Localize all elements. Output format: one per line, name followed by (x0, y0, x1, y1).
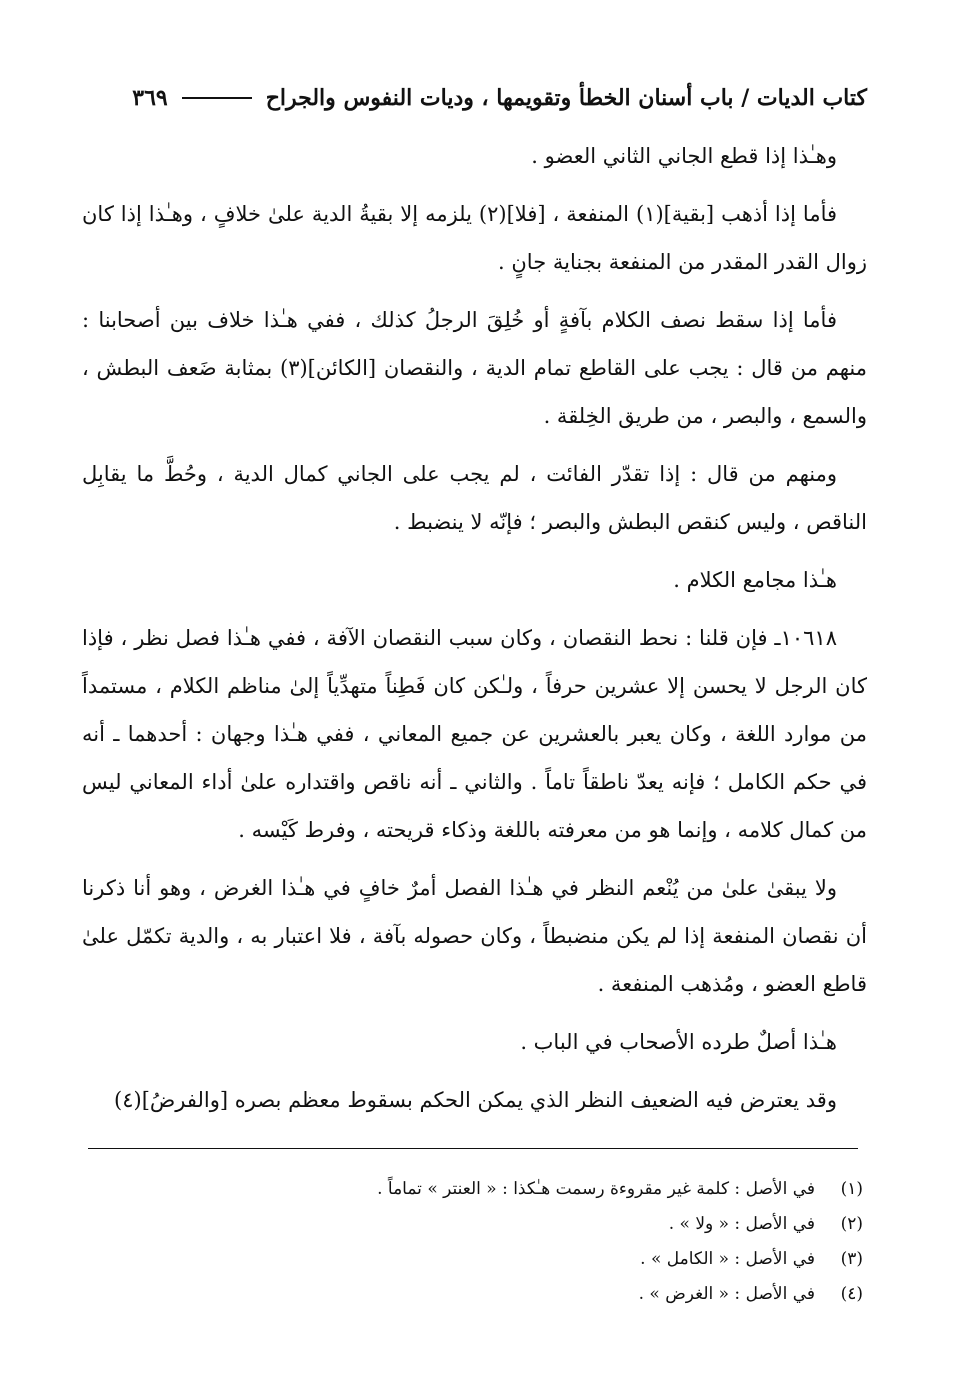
footnote-text: في الأصل : « الغرض » . (638, 1284, 815, 1304)
footnote (150, 1277, 863, 1312)
paragraph: وقد يعترض فيه الضعيف النظر الذي يمكن الحكم بسقوط معظم بصره [والفرضُ](٤) (114, 1088, 837, 1112)
header-rule (182, 97, 252, 99)
paragraph: هـٰذا أصلٌ طرده الأصحاب في الباب . (520, 1030, 837, 1054)
main-text (82, 132, 867, 1124)
footnote (150, 1242, 863, 1277)
page-number: ٣٦٩ (132, 85, 168, 111)
footnote-number: (٤) (840, 1284, 863, 1304)
footnote-text: في الأصل : « الكامل » . (640, 1249, 815, 1269)
paragraph: وهـٰذا إذا قطع الجاني الثاني العضو . (531, 144, 837, 168)
footnote-text: في الأصل : « ولا » . (668, 1214, 815, 1234)
paragraph: هـٰذا مجامع الكلام . (673, 568, 837, 592)
paragraph: ولا يبقىٰ علىٰ من يُنْعم النظر في هـٰذا الفصل أمرٌ خافٍ في هـٰذا الغرض ، وهو أنا ذكرنا أن نقصان المنفعة إذا لم يكن منضبطاً ، وكان حصوله بآفة ، فلا اعتبار به ، والدية تكمّل علىٰ قاطع العضو ، ومُذهب المنفعة . (82, 876, 867, 996)
running-header (85, 78, 867, 118)
paragraph: فأما إذا سقط نصف الكلام بآفةٍ أو خُلِقَ الرجلُ كذلك ، ففي هـٰذا خلاف بين أصحابنا : منهم من قال : يجب على القاطع تمام الدية ، والنقصان [الكائن](٣) بمثابة ضَعف البطش ، والسمع ، والبصر ، من طريق الخِلقة . (82, 308, 867, 428)
footnote (150, 1172, 863, 1207)
paragraph: ١٠٦١٨ـ فإن قلنا : نحط النقصان ، وكان سبب النقصان الآفة ، ففي هـٰذا فصل نظر ، فإذا كان الرجل لا يحسن إلا عشرين حرفاً ، ولـٰكن كان فَطِناً متهدِّياً إلىٰ مناظم الكلام ، مستمداً من موارد اللغة ، وكان يعبر بالعشرين عن جميع المعاني ، ففي هـٰذا وجهان : أحدهما ـ أنه في حكم الكامل ؛ فإنه يعدّ ناطقاً تاماً . والثاني ـ أنه ناقص واقتداره علىٰ أداء المعاني ليس من كمال كلامه ، وإنما هو من معرفته باللغة وذكاء قريحته ، وفرط كَيْسه . (82, 626, 867, 842)
footnote-number: (٣) (840, 1249, 863, 1269)
footnote-number: (١) (840, 1179, 863, 1199)
footnote-text: في الأصل : كلمة غير مقروءة رسمت هـٰكذا : « العنتر » تماماً . (377, 1179, 815, 1199)
footnotes (150, 1172, 863, 1312)
footnote-number: (٢) (840, 1214, 863, 1234)
paragraph: فأما إذا أذهب [بقية](١) المنفعة ، [فلا](٢) يلزمه إلا بقيةُ الدية علىٰ خلافٍ ، وهـٰذا إذا كان زوال القدر المقدر من المنفعة بجناية جانٍ . (82, 202, 867, 274)
paragraph: ومنهم من قال : إذا تقدّر الفائت ، لم يجب على الجاني كمال الدية ، وحُطَّ ما يقابِل الناقص ، وليس كنقص البطش والبصر ؛ فإنّه لا ينضبط . (82, 462, 867, 534)
footnote (150, 1207, 863, 1242)
header-title: كتاب الديات / باب أسنان الخطأ وتقويمها ، وديات النفوس والجراح (265, 85, 867, 111)
footnote-divider (88, 1148, 858, 1149)
